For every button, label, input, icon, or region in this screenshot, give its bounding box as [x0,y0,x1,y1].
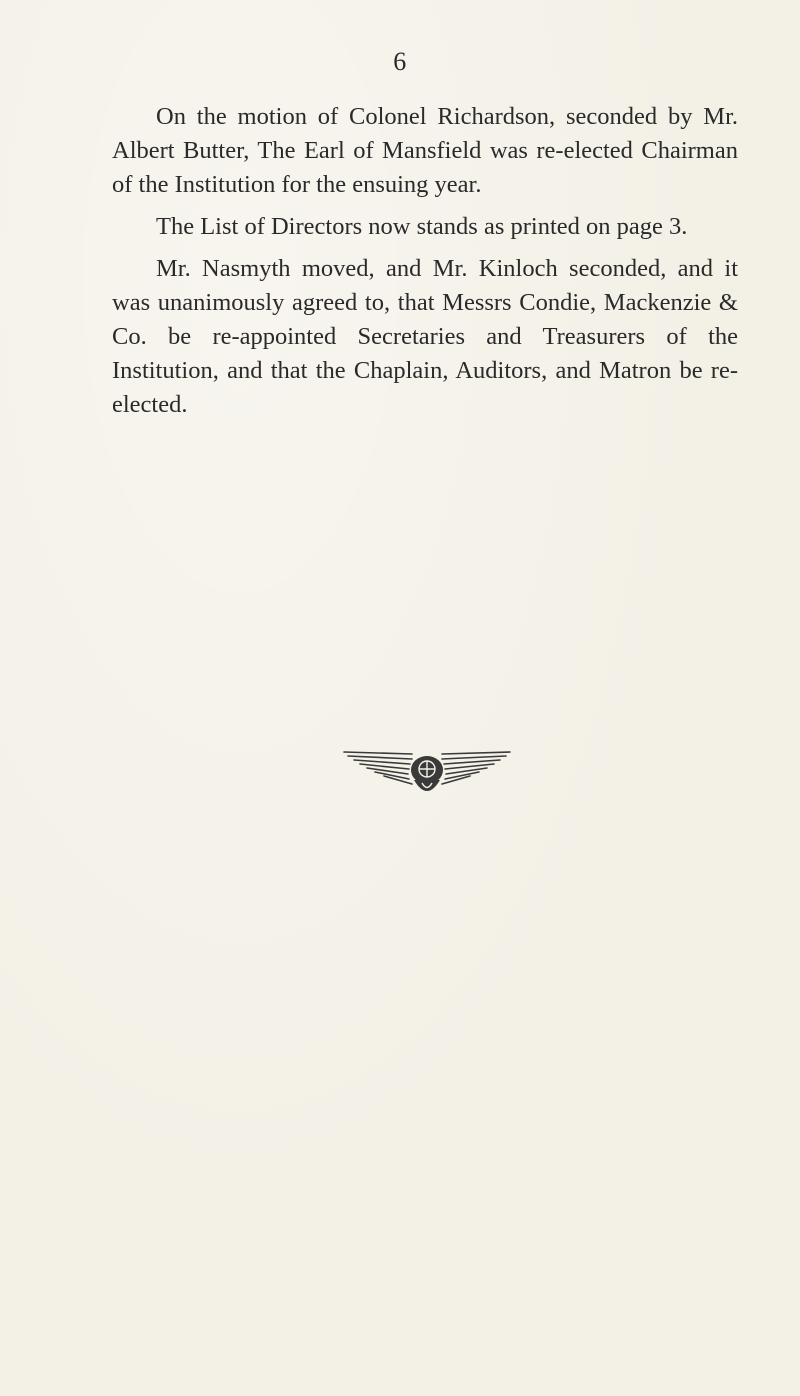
paragraph-directors-list: The List of Directors now stands as printed on page 3. [156,213,688,240]
paragraph-secretaries-appointment: Mr. Nasmyth moved, and Mr. Kinloch seconded, and it was unanimously agreed to, that Messrs Condie, Mackenzie & Co. be re-appointed Secretaries and Treasurers of the Institution, and that the Chaplain, Auditors, and Matron be re-elected. [112,255,738,418]
body-text [112,100,738,430]
page-number: 6 [393,47,407,76]
paragraph-chairman-election: On the motion of Colonel Richardson, seconded by Mr. Albert Butter, The Earl of Mansfield was re-elected Chairman of the Institution for the ensuing year. [112,103,738,198]
winged-ornament-icon [342,750,512,802]
